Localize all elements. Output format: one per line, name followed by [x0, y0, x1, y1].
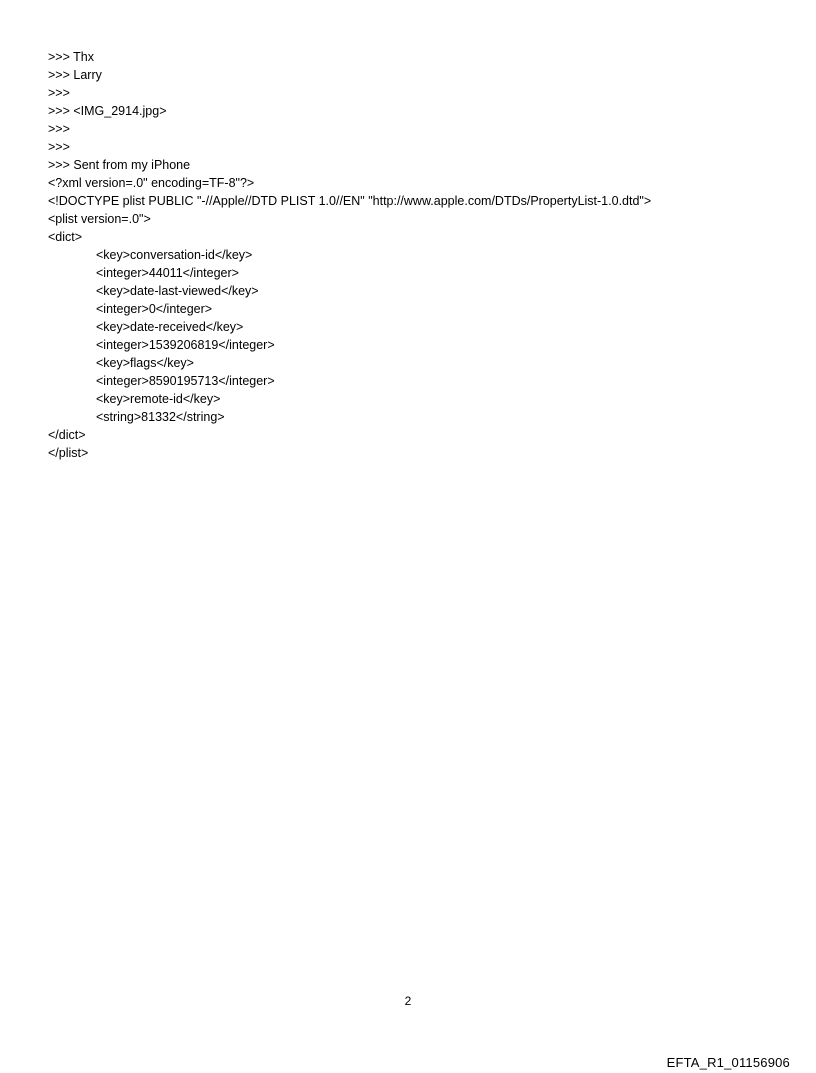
page-number: 2	[404, 994, 412, 1008]
plist-entry: <integer>8590195713</integer>	[96, 374, 275, 388]
dict-close-tag: </dict>	[48, 428, 86, 442]
plist-entry: <key>remote-id</key>	[96, 392, 221, 406]
dict-open-tag: <dict>	[48, 230, 83, 244]
email-quote-line: >>> Thx	[48, 50, 94, 64]
plist-entry: <key>date-last-viewed</key>	[96, 284, 259, 298]
plist-entry: <integer>0</integer>	[96, 302, 213, 316]
email-attachment-line: >>> <IMG_2914.jpg>	[48, 104, 167, 118]
plist-entry: <integer>1539206819</integer>	[96, 338, 275, 352]
plist-close-tag: </plist>	[48, 446, 89, 460]
email-quote-line: >>>	[48, 140, 70, 154]
document-id: EFTA_R1_01156906	[666, 1055, 790, 1070]
plist-entry: <key>conversation-id</key>	[96, 248, 253, 262]
email-quote-line: >>>	[48, 122, 70, 136]
xml-doctype: <!DOCTYPE plist PUBLIC "-//Apple//DTD PLIST 1.0//EN" "http://www.apple.com/DTDs/PropertyList-1.0.dtd">	[48, 194, 652, 208]
email-quote-line: >>> Larry	[48, 68, 102, 82]
email-quote-line: >>>	[48, 86, 70, 100]
plist-entry: <key>flags</key>	[96, 356, 194, 370]
plist-entry: <key>date-received</key>	[96, 320, 244, 334]
plist-entry: <string>81332</string>	[96, 410, 225, 424]
document-body	[48, 48, 768, 462]
plist-entry: <integer>44011</integer>	[96, 266, 239, 280]
xml-declaration: <?xml version=.0" encoding=TF-8"?>	[48, 176, 255, 190]
email-signature-line: >>> Sent from my iPhone	[48, 158, 191, 172]
plist-open-tag: <plist version=.0">	[48, 212, 151, 226]
